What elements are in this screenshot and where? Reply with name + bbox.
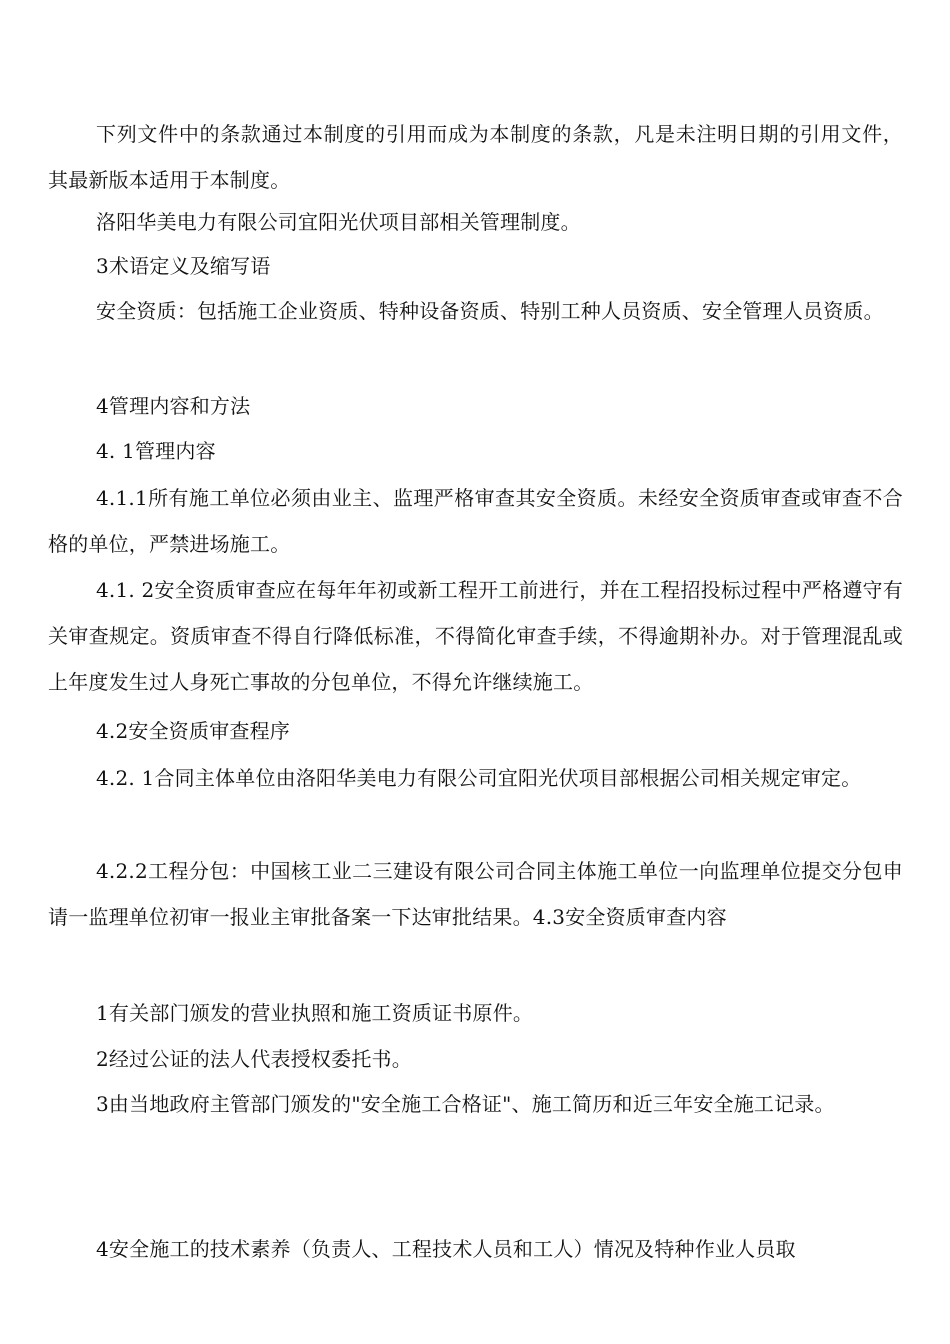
paragraph-reference-documents: 下列文件中的条款通过本制度的引用而成为本制度的条款，凡是未注明日期的引用文件，其最新版本适用于本制度。	[48, 122, 903, 192]
paragraph-4-1-2: 4.1. 2安全资质审查应在每年年初或新工程开工前进行，并在工程招投标过程中严格遵守有关审查规定。资质审查不得自行降低标准，不得简化审查手续，不得逾期补办。对于管理混乱或上年度发生过人身死亡事故的分包单位，不得允许继续施工。	[48, 578, 903, 694]
list-item-2: 2经过公证的法人代表授权委托书。	[96, 1047, 412, 1071]
list-item-1: 1有关部门颁发的营业执照和施工资质证书原件。	[96, 1001, 534, 1025]
list-item-3: 3由当地政府主管部门颁发的"安全施工合格证"、施工简历和近三年安全施工记录。	[96, 1092, 835, 1116]
paragraph-management-system: 洛阳华美电力有限公司宜阳光伏项目部相关管理制度。	[96, 210, 581, 234]
paragraph-4-2-1: 4.2. 1合同主体单位由洛阳华美电力有限公司宜阳光伏项目部根据公司相关规定审定。	[96, 766, 862, 790]
paragraph-4-2-2: 4.2.2工程分包：中国核工业二三建设有限公司合同主体施工单位一向监理单位提交分包申请一监理单位初审一报业主审批备案一下达审批结果。4.3安全资质审查内容	[48, 859, 903, 929]
paragraph-4-1-1: 4.1.1所有施工单位必须由业主、监理严格审查其安全资质。未经安全资质审查或审查不合格的单位，严禁进场施工。	[48, 486, 903, 556]
section-heading-management: 4管理内容和方法	[96, 394, 251, 418]
subsection-heading-4-2: 4.2安全资质审查程序	[96, 719, 291, 743]
list-item-4: 4安全施工的技术素养（负责人、工程技术人员和工人）情况及特种作业人员取	[96, 1237, 796, 1261]
subsection-heading-4-1: 4. 1管理内容	[96, 439, 216, 463]
paragraph-safety-qualification: 安全资质：包括施工企业资质、特种设备资质、特别工种人员资质、安全管理人员资质。	[96, 299, 884, 323]
section-heading-terms: 3术语定义及缩写语	[96, 254, 271, 278]
